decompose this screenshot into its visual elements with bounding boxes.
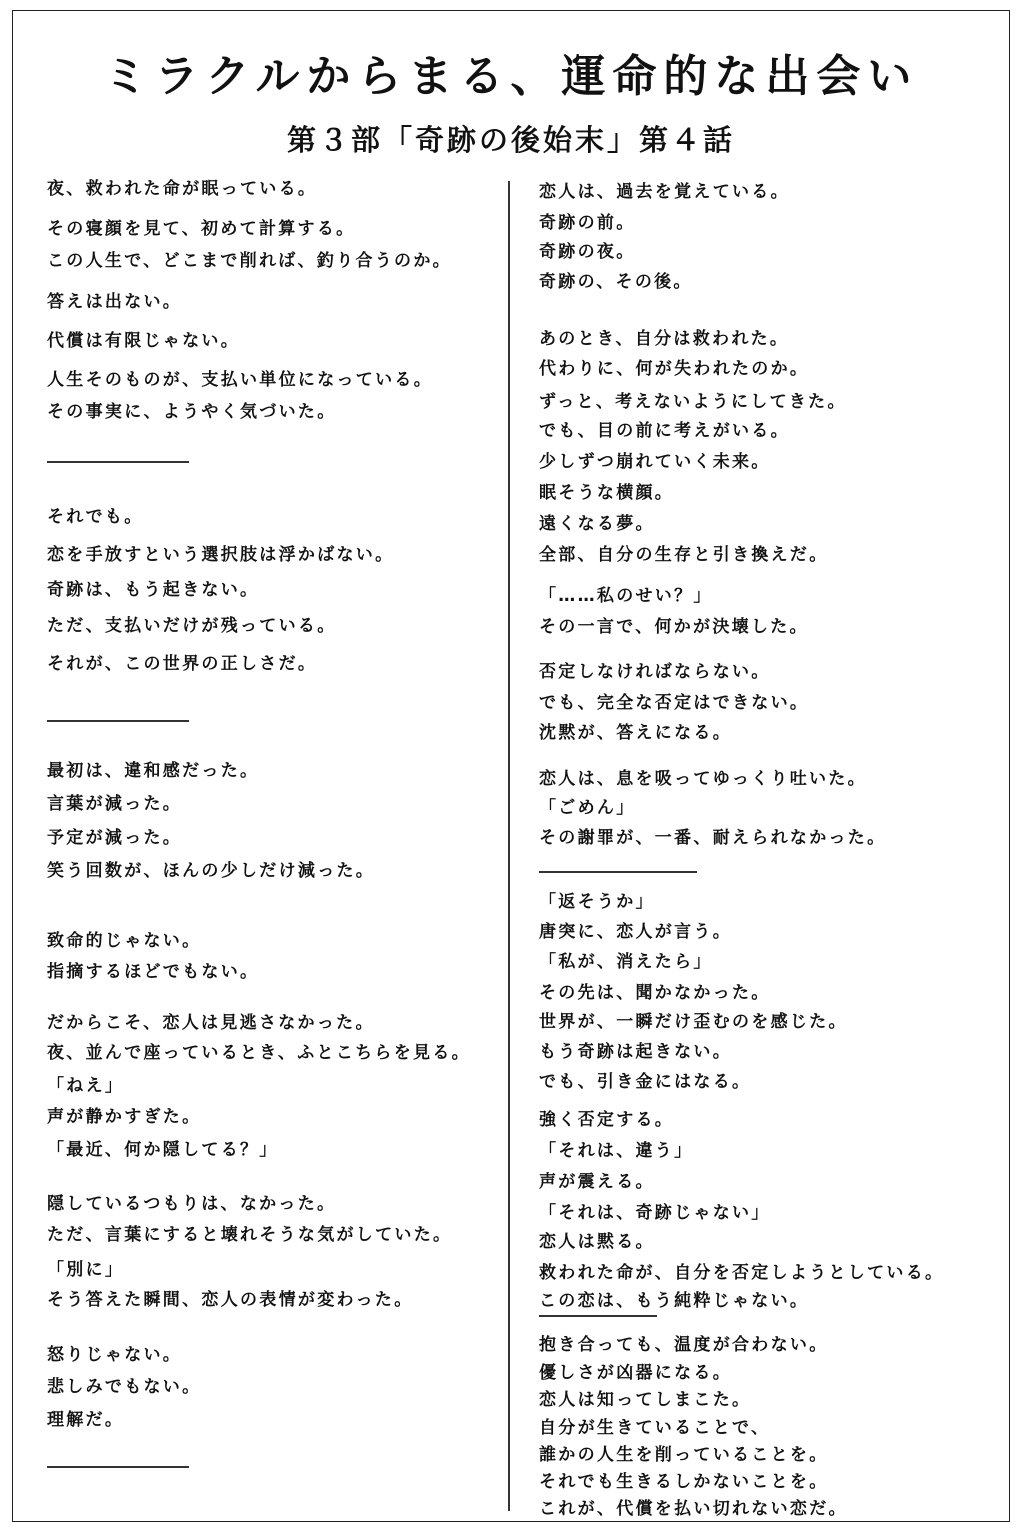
left-column-line: 「ねえ」: [47, 1076, 125, 1096]
left-column-line: 「最近、何か隠してる？」: [47, 1140, 279, 1160]
left-column-line: 答えは出ない。: [47, 292, 183, 312]
right-column-line: 眠そうな横顔。: [539, 483, 675, 503]
right-column-line: 抱き合っても、温度が合わない。: [539, 1335, 829, 1355]
left-column-line: 最初は、違和感だった。: [47, 761, 260, 781]
right-column-line: 恋人は知ってしまこた。: [539, 1390, 752, 1410]
section-divider: [539, 1315, 657, 1317]
left-column-line: 奇跡は、もう起きない。: [47, 580, 260, 600]
right-column-line: 誰かの人生を削っていることを。: [539, 1445, 829, 1465]
right-column-line: 否定しなければならない。: [539, 662, 771, 682]
left-column-line: 笑う回数が、ほんの少しだけ減った。: [47, 861, 376, 881]
left-column-line: 理解だ。: [47, 1410, 125, 1430]
left-column-line: 「別に」: [47, 1260, 125, 1280]
column-divider: [508, 181, 510, 1511]
left-column-line: 言葉が減った。: [47, 794, 183, 814]
right-column-line: 自分が生きていることで、: [539, 1418, 771, 1438]
left-column-line: 悲しみでもない。: [47, 1377, 202, 1397]
section-divider: [47, 461, 189, 463]
page-title: ミラクルからまる、運命的な出会い: [103, 51, 919, 102]
right-column-line: 声が震える。: [539, 1172, 655, 1192]
section-divider: [47, 720, 189, 722]
right-column-line: 「それは、違う」: [539, 1141, 694, 1161]
right-column-line: 沈黙が、答えになる。: [539, 723, 732, 743]
right-column-line: 「それは、奇跡じゃない」: [539, 1203, 771, 1223]
left-column-line: この人生で、どこまで削れば、釣り合うのか。: [47, 251, 452, 271]
left-column-line: 夜、並んで座っているとき、ふとこちらを見る。: [47, 1043, 471, 1063]
right-column-line: 奇跡の夜。: [539, 242, 636, 262]
left-column-line: 怒りじゃない。: [47, 1345, 183, 1365]
right-column-line: 奇跡の、その後。: [539, 272, 693, 292]
left-column-line: 夜、救われた命が眠っている。: [47, 179, 318, 199]
right-column-line: 「……私のせい？」: [539, 586, 713, 606]
right-column-line: 恋人は、息を吸ってゆっくり吐いた。: [539, 769, 867, 789]
left-column-line: だからこそ、恋人は見逃さなかった。: [47, 1013, 375, 1033]
page-subtitle: 第３部「奇跡の後始末」第４話: [286, 123, 735, 157]
left-column-line: ただ、言葉にすると壊れそうな気がしていた。: [47, 1225, 453, 1245]
right-column-line: 遠くなる夢。: [539, 514, 655, 534]
left-column-line: そう答えた瞬間、恋人の表情が変わった。: [47, 1290, 414, 1310]
right-column-line: あのとき、自分は救われた。: [539, 329, 790, 349]
right-column-line: 唐突に、恋人が言う。: [539, 922, 732, 942]
right-column-line: でも、完全な否定はできない。: [539, 693, 810, 713]
right-column-line: 代わりに、何が失われたのか。: [539, 359, 810, 379]
left-column-line: 致命的じゃない。: [47, 931, 202, 951]
right-column-line: 恋人は、過去を覚えている。: [539, 182, 790, 202]
left-column-line: ただ、支払いだけが残っている。: [47, 616, 337, 636]
section-divider: [47, 1466, 189, 1468]
right-column-line: 少しずつ崩れていく未来。: [539, 452, 771, 472]
left-column-line: それでも。: [47, 507, 144, 527]
right-column-line: 恋人は黙る。: [539, 1232, 655, 1252]
right-column-line: 「ごめん」: [539, 798, 636, 818]
left-column-line: 指摘するほどでもない。: [47, 962, 260, 982]
right-column-line: この恋は、もう純粋じゃない。: [539, 1291, 810, 1311]
right-column-line: その先は、聞かなかった。: [539, 983, 771, 1003]
right-column-line: 「返そうか」: [539, 892, 655, 912]
left-column-line: 隠しているつもりは、なかった。: [47, 1194, 337, 1214]
left-column-line: その事実に、ようやく気づいた。: [47, 402, 337, 422]
right-column-line: でも、目の前に考えがいる。: [539, 421, 790, 441]
section-divider: [539, 871, 697, 873]
right-column-line: それでも生きるしかないことを。: [539, 1472, 829, 1492]
left-column-line: 人生そのものが、支払い単位になっている。: [47, 370, 433, 390]
left-column-line: その寝顔を見て、初めて計算する。: [47, 219, 356, 239]
left-column-line: 声が静かすぎた。: [47, 1107, 202, 1127]
left-column-line: 予定が減った。: [47, 828, 183, 848]
right-column-line: 優しさが凶器になる。: [539, 1363, 732, 1383]
right-column-line: ずっと、考えないようにしてきた。: [539, 392, 847, 412]
right-column-line: これが、代償を払い切れない恋だ。: [539, 1499, 848, 1519]
right-column-line: 奇跡の前。: [539, 213, 636, 233]
right-column-line: 世界が、一瞬だけ歪むのを感じた。: [539, 1012, 848, 1032]
right-column-line: でも、引き金にはなる。: [539, 1072, 752, 1092]
left-column-line: それが、この世界の正しさだ。: [47, 654, 318, 674]
left-column-line: 代償は有限じゃない。: [47, 331, 240, 351]
right-column-line: 救われた命が、自分を否定しようとしている。: [539, 1263, 945, 1283]
right-column-line: もう奇跡は起きない。: [539, 1042, 732, 1062]
right-column-line: 「私が、消えたら」: [539, 952, 713, 972]
page-frame: [12, 10, 1010, 1522]
left-column-line: 恋を手放すという選択肢は浮かばない。: [47, 545, 395, 565]
right-column-line: 強く否定する。: [539, 1110, 675, 1130]
right-column-line: 全部、自分の生存と引き換えだ。: [539, 545, 829, 565]
right-column-line: その一言で、何かが決壊した。: [539, 617, 809, 637]
right-column-line: その謝罪が、一番、耐えられなかった。: [539, 828, 887, 848]
